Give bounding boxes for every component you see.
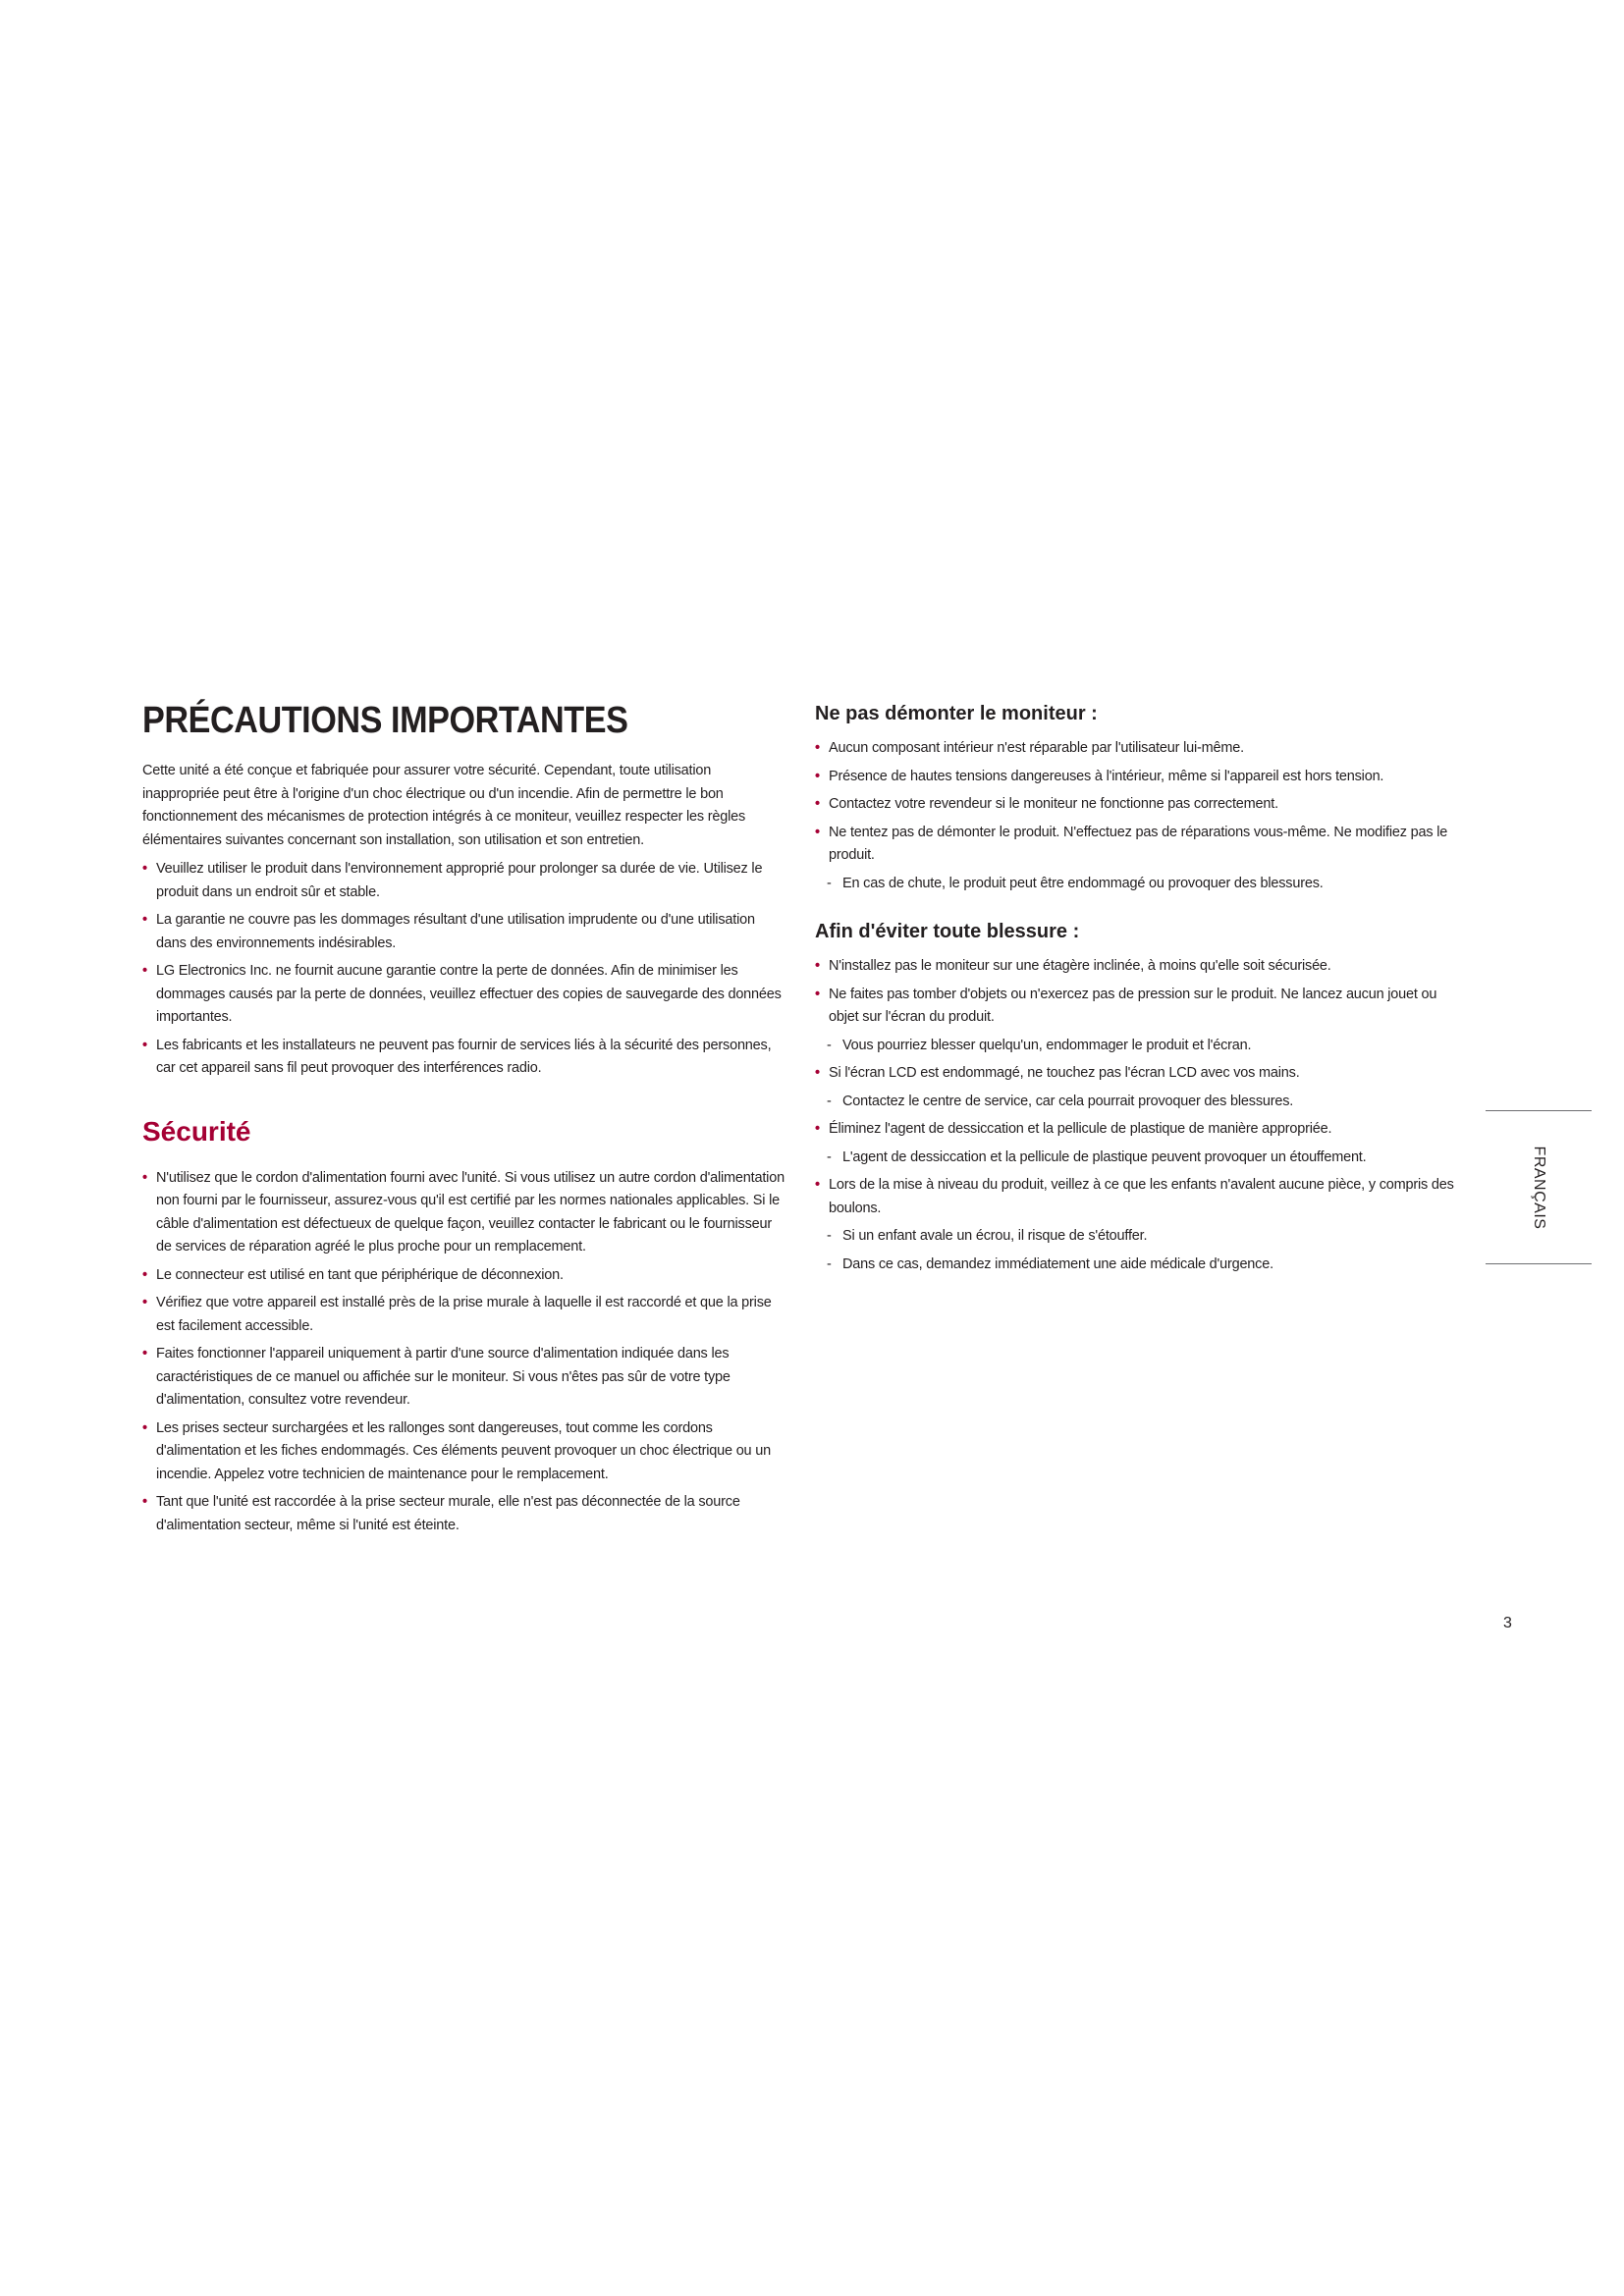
right-column	[815, 703, 1468, 1281]
language-label: FRANÇAIS	[1531, 1146, 1547, 1230]
sub-list-item: - Dans ce cas, demandez immédiatement une aide médicale d'urgence.	[815, 1254, 1468, 1277]
dash-icon: -	[827, 1255, 832, 1272]
dash-icon: -	[827, 1037, 832, 1053]
dash-icon: -	[827, 1148, 832, 1165]
bullet-icon: •	[142, 1266, 147, 1283]
bullet-icon: •	[815, 986, 820, 1002]
bullet-icon: •	[815, 1065, 820, 1081]
page-number: 3	[1503, 1615, 1512, 1631]
list-item: • Faites fonctionner l'appareil uniquement à partir d'une source d'alimentation indiquée dans les caractéristiques de ce manuel ou affichée sur le moniteur. Si vous n'êtes pas sûr de votre type d'alimentation, consultez votre revendeur.	[142, 1343, 785, 1413]
bullet-icon: •	[815, 1177, 820, 1193]
bullet-icon: •	[142, 1346, 147, 1362]
bullet-icon: •	[815, 824, 820, 840]
bullet-icon: •	[142, 912, 147, 928]
list-item: • Les prises secteur surchargées et les rallonges sont dangereuses, tout comme les cordons d'alimentation et les fiches endommagés. Ces éléments peuvent provoquer un choc électrique ou un incendie. Appelez votre technicien de maintenance pour le remplacement.	[142, 1417, 785, 1487]
bullet-icon: •	[142, 1295, 147, 1310]
list-item: • Ne faites pas tomber d'objets ou n'exercez pas de pression sur le produit. Ne lancez aucun jouet ou objet sur l'écran du produit.	[815, 984, 1468, 1030]
sub-list-item: - L'agent de dessiccation et la pellicule de plastique peuvent provoquer un étouffement.	[815, 1147, 1468, 1170]
bullet-icon: •	[815, 1121, 820, 1137]
list-item: • Présence de hautes tensions dangereuses à l'intérieur, même si l'appareil est hors tension.	[815, 766, 1468, 789]
list-item: • Lors de la mise à niveau du produit, veillez à ce que les enfants n'avalent aucune pièce, y compris des boulons.	[815, 1174, 1468, 1220]
page-title: PRÉCAUTIONS IMPORTANTES	[142, 700, 628, 741]
list-item: • N'utilisez que le cordon d'alimentation fourni avec l'unité. Si vous utilisez un autre cordon d'alimentation non fourni par le fournisseur, assurez-vous qu'il est certifié par les normes nationales applicables. Si le câble d'alimentation est défectueux de quelque façon, veuillez contacter le fabricant ou le fournisseur de services de réparation agréé le plus proche pour un remplacement.	[142, 1167, 785, 1259]
disassembly-list	[815, 737, 1468, 895]
list-item: • Veuillez utiliser le produit dans l'environnement approprié pour prolonger sa durée de vie. Utilisez le produit dans un endroit sûr et stable.	[142, 858, 785, 904]
injury-list	[815, 955, 1468, 1276]
sub-list-item: - Vous pourriez blesser quelqu'un, endommager le produit et l'écran.	[815, 1035, 1468, 1058]
list-item: • Éliminez l'agent de dessiccation et la pellicule de plastique de manière appropriée.	[815, 1118, 1468, 1142]
list-item: • Tant que l'unité est raccordée à la prise secteur murale, elle n'est pas déconnectée de la source d'alimentation secteur, même si l'unité est éteinte.	[142, 1491, 785, 1537]
bullet-icon: •	[142, 1494, 147, 1510]
bullet-icon: •	[815, 796, 820, 812]
sub-list-item: - Contactez le centre de service, car cela pourrait provoquer des blessures.	[815, 1091, 1468, 1114]
section-heading-securite: Sécurité	[142, 1115, 251, 1147]
list-item: • LG Electronics Inc. ne fournit aucune garantie contre la perte de données. Afin de minimiser les dommages causés par la perte de données, veuillez effectuer des copies de sauvegarde des données importantes.	[142, 960, 785, 1030]
list-item: • Aucun composant intérieur n'est réparable par l'utilisateur lui-même.	[815, 737, 1468, 761]
list-item: • Le connecteur est utilisé en tant que périphérique de déconnexion.	[142, 1264, 785, 1288]
list-item: • Si l'écran LCD est endommagé, ne touchez pas l'écran LCD avec vos mains.	[815, 1062, 1468, 1086]
bullet-icon: •	[815, 958, 820, 974]
list-item: • Ne tentez pas de démonter le produit. N'effectuez pas de réparations vous-même. Ne modifiez pas le produit.	[815, 822, 1468, 868]
bullet-icon: •	[142, 861, 147, 877]
security-list	[142, 1167, 785, 1538]
list-item: • N'installez pas le moniteur sur une étagère inclinée, à moins qu'elle soit sécurisée.	[815, 955, 1468, 979]
left-column	[142, 700, 785, 1542]
list-item: • Vérifiez que votre appareil est installé près de la prise murale à laquelle il est raccordé et que la prise est facilement accessible.	[142, 1292, 785, 1338]
bullet-icon: •	[142, 1169, 147, 1186]
sub-list-item: - Si un enfant avale un écrou, il risque de s'étouffer.	[815, 1225, 1468, 1249]
sub-list-item: - En cas de chute, le produit peut être endommagé ou provoquer des blessures.	[815, 873, 1468, 896]
bullet-icon: •	[142, 1419, 147, 1436]
list-item: • Contactez votre revendeur si le moniteur ne fonctionne pas correctement.	[815, 793, 1468, 817]
language-side-tab	[1486, 1110, 1592, 1264]
section-heading-injury: Afin d'éviter toute blessure :	[815, 921, 1080, 942]
list-item: • La garantie ne couvre pas les dommages résultant d'une utilisation imprudente ou d'une utilisation dans des environnements indésirables.	[142, 909, 785, 955]
section-heading-disassembly: Ne pas démonter le moniteur :	[815, 703, 1098, 724]
dash-icon: -	[827, 1093, 832, 1109]
intro-paragraph: Cette unité a été conçue et fabriquée pour assurer votre sécurité. Cependant, toute utilisation inappropriée peut être à l'origine d'un choc électrique ou d'un incendie. Afin de permettre le bon fonctionnement des mécanismes de protection intégrés à ce moniteur, veuillez respecter les règles élémentaires suivantes concernant son installation, son utilisation et son entretien.	[142, 763, 746, 848]
bullet-icon: •	[815, 740, 820, 756]
list-item: • Les fabricants et les installateurs ne peuvent pas fournir de services liés à la sécurité des personnes, car cet appareil sans fil peut provoquer des interférences radio.	[142, 1035, 785, 1081]
general-precautions-list	[142, 858, 785, 1081]
dash-icon: -	[827, 1228, 832, 1244]
bullet-icon: •	[142, 963, 147, 979]
dash-icon: -	[827, 875, 832, 891]
bullet-icon: •	[815, 768, 820, 784]
bullet-icon: •	[142, 1037, 147, 1053]
